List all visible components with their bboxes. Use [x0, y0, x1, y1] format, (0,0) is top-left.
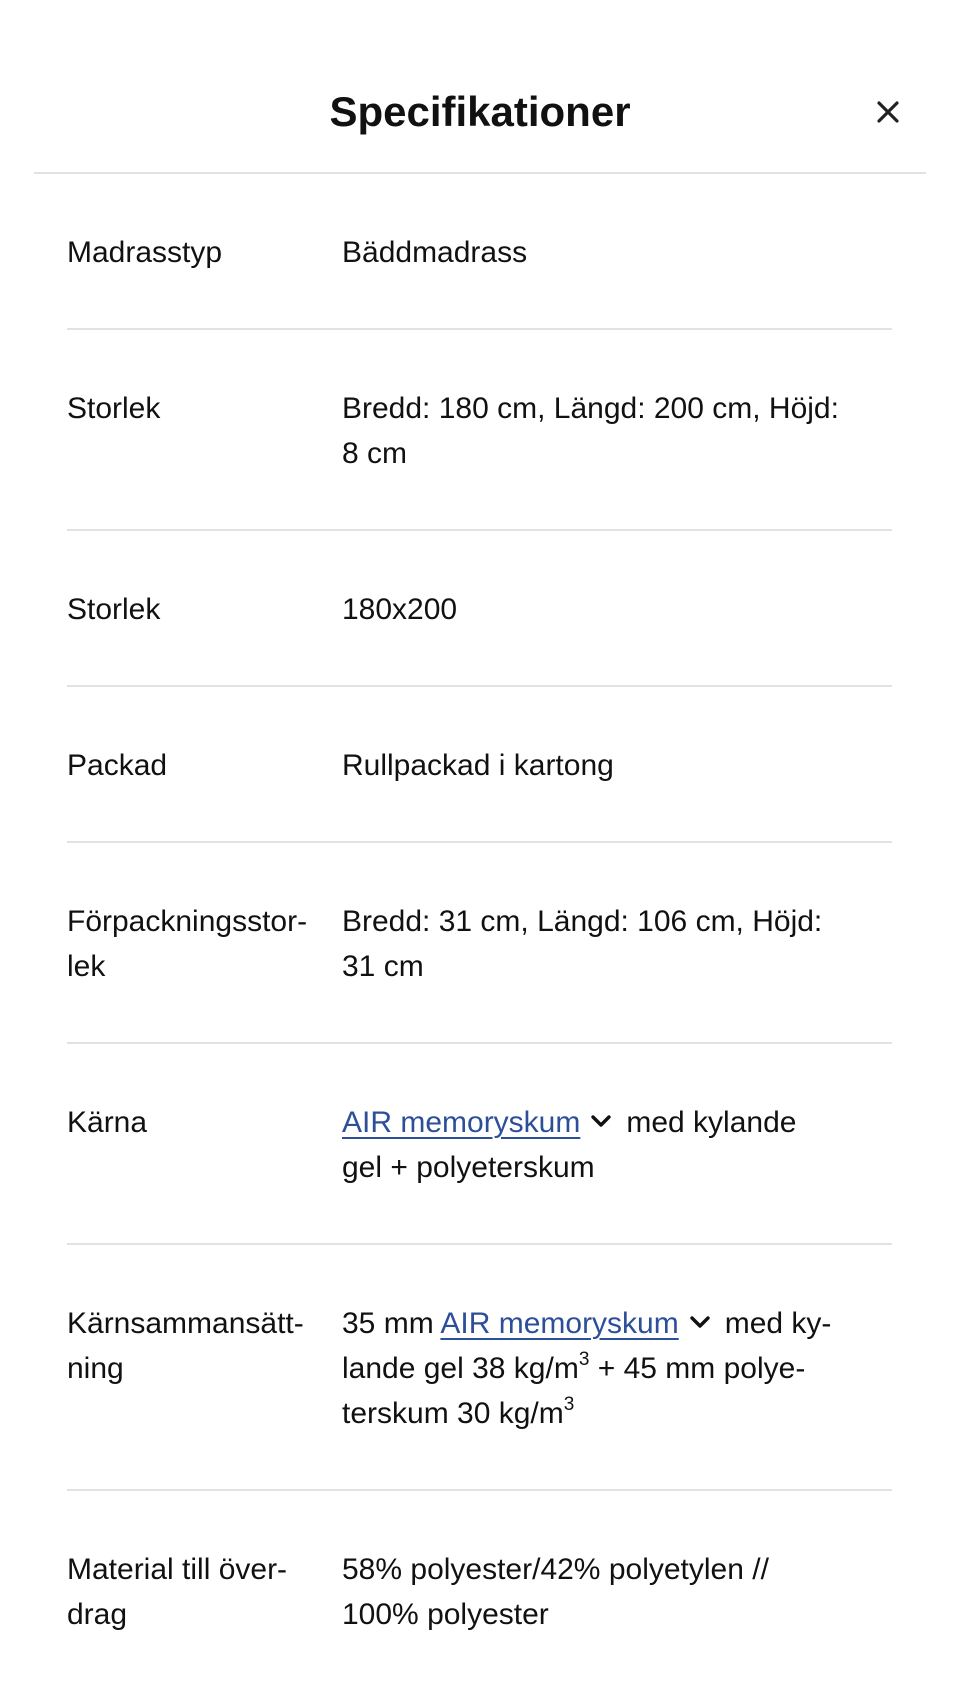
spec-label: Förpackningsstor- lek [67, 905, 308, 983]
spec-label: Madrasstyp [67, 236, 223, 269]
spec-value: Bredd: 31 cm, Längd: 106 cm, Höjd: 31 cm [342, 905, 823, 983]
chevron-down-icon[interactable] [689, 1315, 711, 1329]
spec-row [67, 330, 892, 531]
spec-row [67, 1245, 892, 1491]
chevron-down-icon[interactable] [590, 1114, 612, 1128]
spec-value: Rullpackad i kartong [342, 749, 614, 782]
spec-row [67, 174, 892, 330]
page-title: Specifikationer [329, 88, 631, 135]
air-memoryskum-link[interactable]: AIR memoryskum [342, 1106, 581, 1139]
close-button[interactable] [870, 94, 906, 130]
air-memoryskum-link[interactable]: AIR memoryskum [440, 1307, 679, 1340]
spec-label: Kärna [67, 1106, 148, 1139]
spec-label: Kärnsammansätt- ning [67, 1307, 304, 1385]
spec-list [67, 174, 892, 1690]
spec-value: 35 mm AIR memoryskum med ky- lande gel 38 $kg/m^3 + 45$ mm polye- terskum 30 $kg/m^3$ [342, 1307, 832, 1430]
spec-label: Storlek [67, 392, 161, 425]
spec-value: Bäddmadrass [342, 236, 528, 269]
spec-row [67, 1044, 892, 1245]
spec-row [67, 1491, 892, 1690]
spec-label: Material till över- drag [67, 1553, 288, 1631]
spec-value: 58% polyester/42% polyetylen // 100% polyester [342, 1553, 769, 1631]
spec-label: Packad [67, 749, 168, 782]
spec-row [67, 843, 892, 1044]
spec-row [67, 687, 892, 843]
spec-value: AIR memoryskum med kylande gel + polyeterskum [342, 1106, 797, 1184]
close-icon [876, 100, 900, 124]
spec-value: 180x200 [342, 593, 458, 626]
spec-row [67, 531, 892, 687]
spec-value: Bredd: 180 cm, Längd: 200 cm, Höjd: 8 cm [342, 392, 839, 470]
dialog-header [0, 0, 960, 173]
spec-label: Storlek [67, 593, 161, 626]
